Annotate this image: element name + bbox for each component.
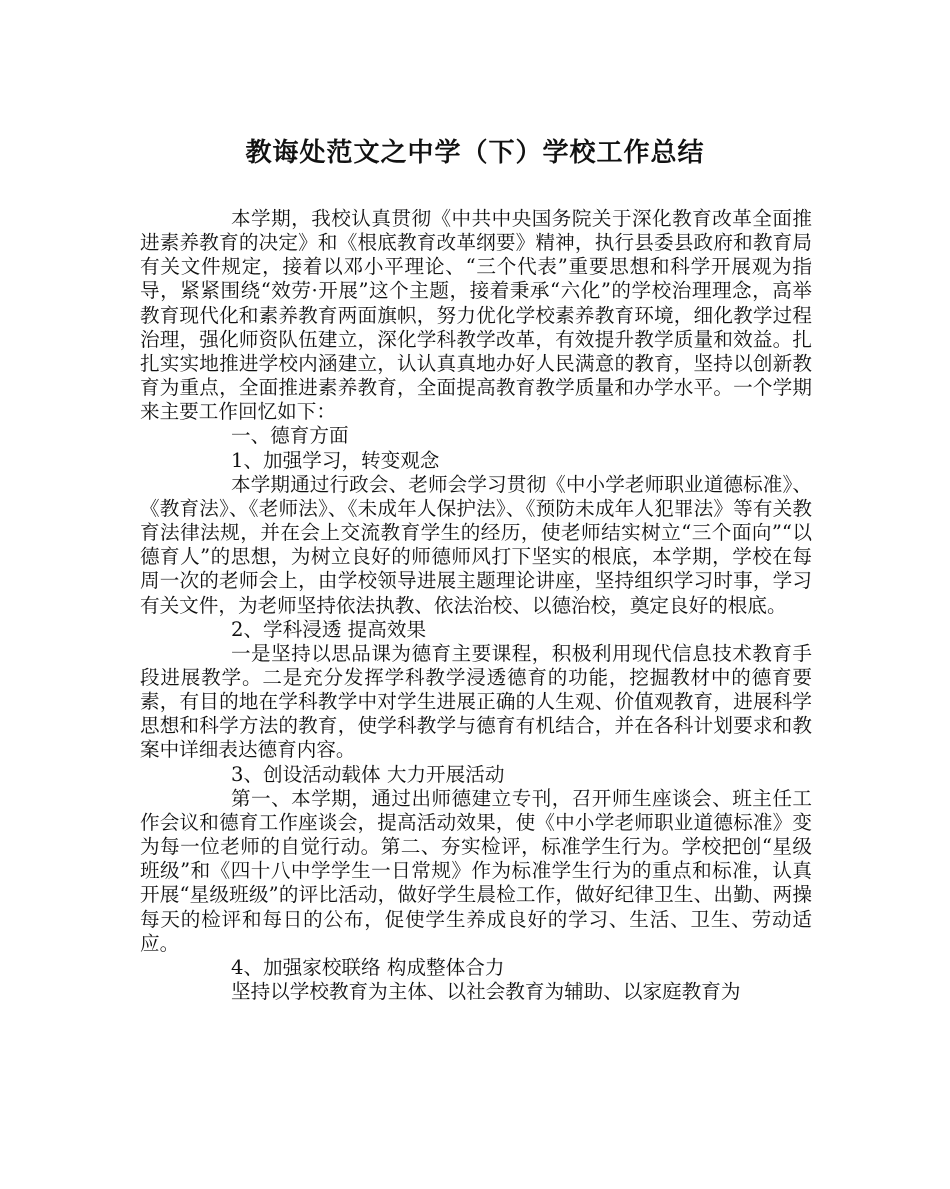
- paragraph-2: 一是坚持以思品课为德育主要课程，积极利用现代信息技术教育手段进展教学。二是充分发挥学科教学浸透德育的功能，挖掘教材中的德育要素，有目的地在学科教学中对学生进展正确的人生观、价值观教育，进展科学思想和科学方法的教育，使学科教学与德育有机结合，并在各科计划要求和教案中详细表达德育内容。: [140, 641, 812, 762]
- subheading-4: 4、加强家校联络 构成整体合力: [231, 955, 505, 979]
- subheading-2: 2、学科浸透 提高效果: [231, 617, 427, 641]
- subheading-1: 1、加强学习，转变观念: [231, 448, 440, 472]
- paragraph-intro: 本学期，我校认真贯彻《中共中央国务院关于深化教育改革全面推进素养教育的决定》和《根底教育改革纲要》精神，执行县委县政府和教育局有关文件规定，接着以邓小平理论、“三个代表”重要思想和科学开展观为指导，紧紧围绕“效劳·开展”这个主题，接着秉承“六化”的学校治理理念，高举教育现代化和素养教育两面旗帜，努力优化学校素养教育环境，细化教学过程治理，强化师资队伍建立，深化学科教学改革，有效提升教学质量和效益。扎扎实实地推进学校内涵建立，认认真真地办好人民满意的教育，坚持以创新教育为重点，全面推进素养教育，全面提高教育教学质量和办学水平。一个学期来主要工作回忆如下：: [140, 207, 812, 424]
- paragraph-3: 第一、本学期，通过出师德建立专刊，召开师生座谈会、班主任工作会议和德育工作座谈会，提高活动效果，使《中小学老师职业道德标准》变为每一位老师的自觉行动。第二、夯实检评，标准学生行为。学校把创“星级班级”和《四十八中学学生一日常规》作为标准学生行为的重点和标准，认真开展“星级班级”的评比活动，做好学生晨检工作，做好纪律卫生、出勤、两操每天的检评和每日的公布，促使学生养成良好的学习、生活、卫生、劳动适应。: [140, 786, 812, 955]
- section-heading-moral-education: 一、德育方面: [231, 424, 349, 448]
- subheading-3: 3、创设活动载体 大力开展活动: [231, 762, 505, 786]
- paragraph-4: 坚持以学校教育为主体、以社会教育为辅助、以家庭教育为: [231, 980, 741, 1003]
- document-body: [140, 207, 812, 1004]
- document-title: 教诲处范文之中学（下）学校工作总结: [245, 138, 705, 168]
- paragraph-1: 本学期通过行政会、老师会学习贯彻《中小学老师职业道德标准》、《教育法》、《老师法》、《未成年人保护法》、《预防未成年人犯罪法》等有关教育法律法规，并在会上交流教育学生的经历，使老师结实树立“三个面向”“以德育人”的思想，为树立良好的师德师风打下坚实的根底，本学期，学校在每周一次的老师会上，由学校领导进展主题理论讲座，坚持组织学习时事，学习有关文件，为老师坚持依法执教、依法治校、以德治校，奠定良好的根底。: [140, 472, 812, 617]
